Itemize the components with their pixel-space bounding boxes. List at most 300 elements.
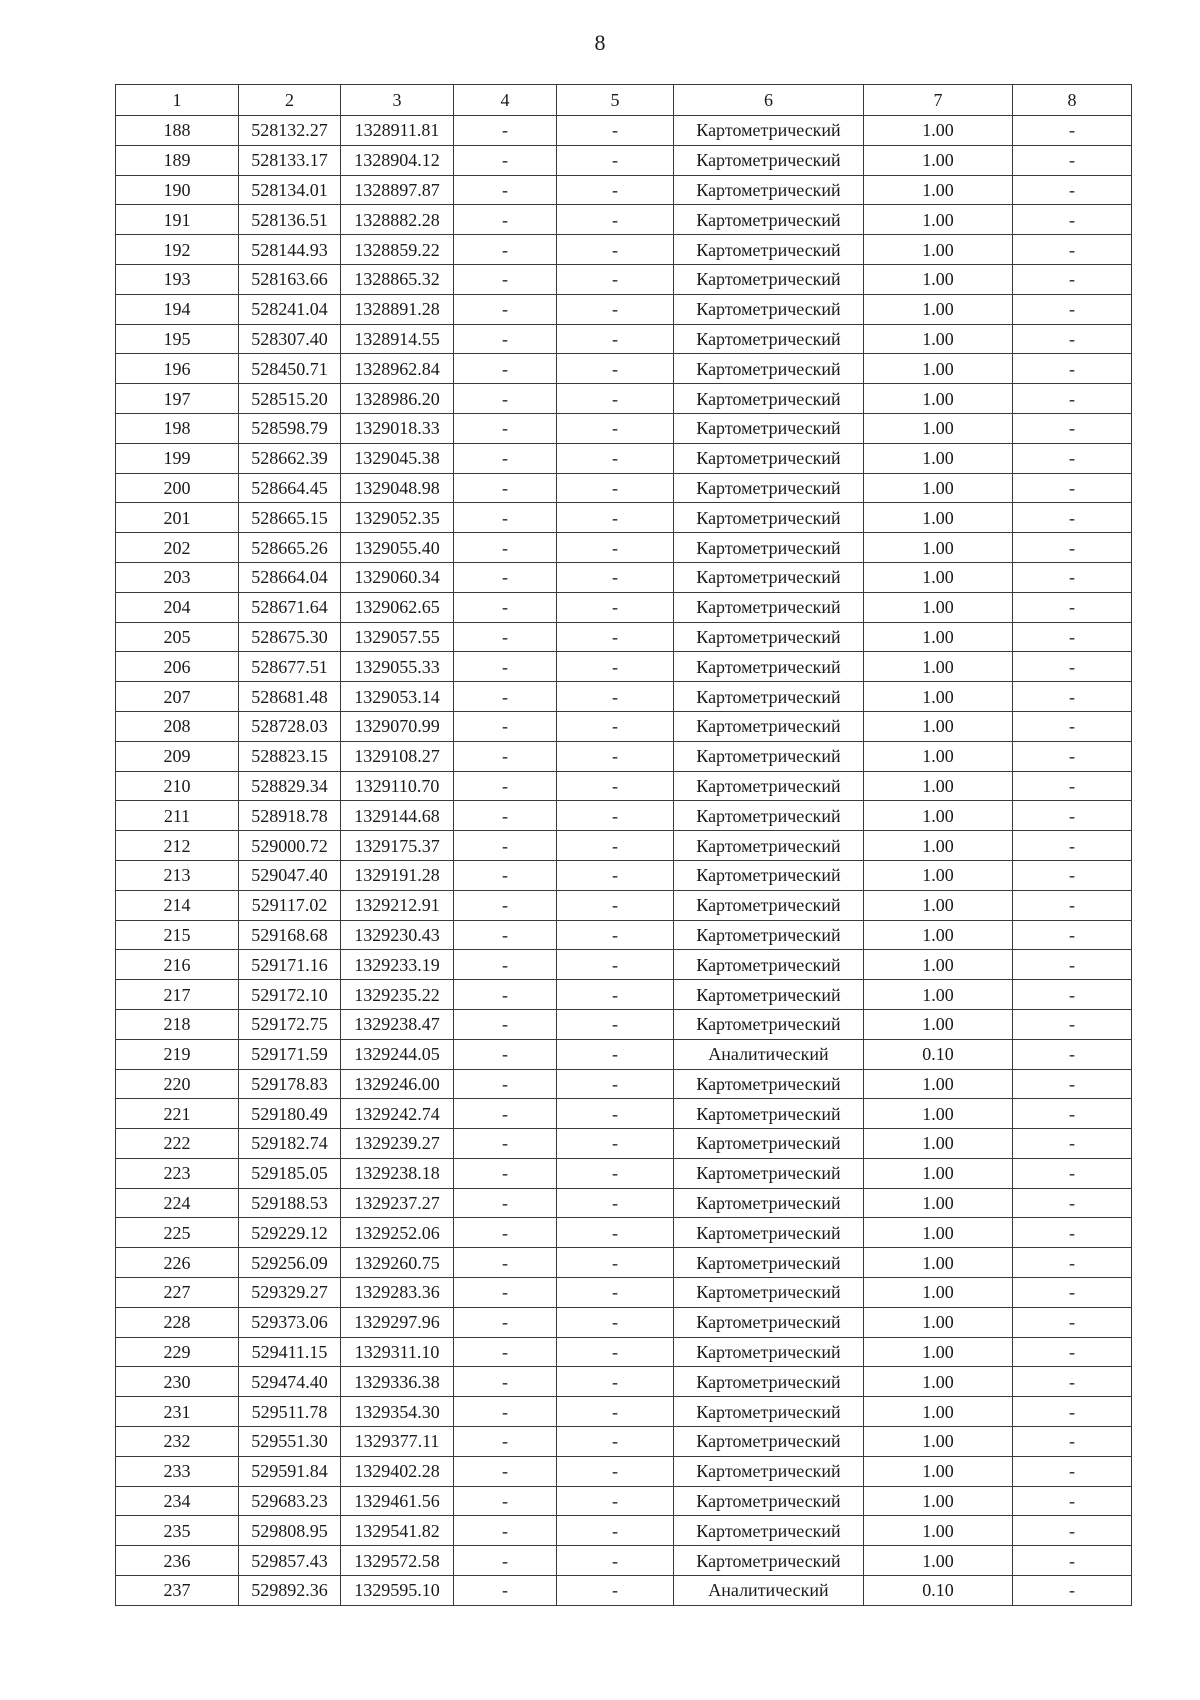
col8-cell: -: [1013, 205, 1132, 235]
table-row: [116, 116, 1132, 146]
col4-cell: -: [454, 950, 557, 980]
table-row: [116, 413, 1132, 443]
method-cell: Картометрический: [674, 771, 864, 801]
table-row: [116, 592, 1132, 622]
point-number-cell: 232: [116, 1427, 239, 1457]
y-coordinate-cell: 1329045.38: [341, 443, 454, 473]
point-number-cell: 206: [116, 652, 239, 682]
col5-cell: -: [557, 413, 674, 443]
col4-cell: -: [454, 354, 557, 384]
y-coordinate-cell: 1329235.22: [341, 980, 454, 1010]
x-coordinate-cell: 528144.93: [239, 235, 341, 265]
x-coordinate-cell: 529178.83: [239, 1069, 341, 1099]
x-coordinate-cell: 529180.49: [239, 1099, 341, 1129]
column-header: 4: [454, 85, 557, 116]
col5-cell: -: [557, 1546, 674, 1576]
col4-cell: -: [454, 533, 557, 563]
method-cell: Картометрический: [674, 1278, 864, 1308]
accuracy-cell: 1.00: [864, 1099, 1013, 1129]
x-coordinate-cell: 528307.40: [239, 324, 341, 354]
accuracy-cell: 1.00: [864, 682, 1013, 712]
point-number-cell: 197: [116, 384, 239, 414]
table-row: [116, 1129, 1132, 1159]
accuracy-cell: 1.00: [864, 622, 1013, 652]
accuracy-cell: 1.00: [864, 741, 1013, 771]
col4-cell: -: [454, 1576, 557, 1606]
col5-cell: -: [557, 145, 674, 175]
table-row: [116, 235, 1132, 265]
point-number-cell: 189: [116, 145, 239, 175]
col5-cell: -: [557, 294, 674, 324]
col5-cell: -: [557, 1486, 674, 1516]
x-coordinate-cell: 528728.03: [239, 711, 341, 741]
accuracy-cell: 1.00: [864, 1188, 1013, 1218]
accuracy-cell: 1.00: [864, 1337, 1013, 1367]
col5-cell: -: [557, 1009, 674, 1039]
col4-cell: -: [454, 443, 557, 473]
point-number-cell: 225: [116, 1218, 239, 1248]
table-row: [116, 950, 1132, 980]
point-number-cell: 200: [116, 473, 239, 503]
point-number-cell: 215: [116, 920, 239, 950]
table-row: [116, 264, 1132, 294]
col4-cell: -: [454, 1456, 557, 1486]
col5-cell: -: [557, 622, 674, 652]
col4-cell: -: [454, 1397, 557, 1427]
y-coordinate-cell: 1328962.84: [341, 354, 454, 384]
method-cell: Картометрический: [674, 1188, 864, 1218]
method-cell: Картометрический: [674, 1218, 864, 1248]
accuracy-cell: 1.00: [864, 1069, 1013, 1099]
col8-cell: -: [1013, 950, 1132, 980]
table-row: [116, 473, 1132, 503]
accuracy-cell: 1.00: [864, 711, 1013, 741]
method-cell: Картометрический: [674, 711, 864, 741]
point-number-cell: 218: [116, 1009, 239, 1039]
method-cell: Картометрический: [674, 1456, 864, 1486]
col8-cell: -: [1013, 1367, 1132, 1397]
col8-cell: -: [1013, 235, 1132, 265]
table-row: [116, 652, 1132, 682]
y-coordinate-cell: 1328904.12: [341, 145, 454, 175]
point-number-cell: 188: [116, 116, 239, 146]
col4-cell: -: [454, 1158, 557, 1188]
x-coordinate-cell: 529256.09: [239, 1248, 341, 1278]
table-row: [116, 1427, 1132, 1457]
col5-cell: -: [557, 562, 674, 592]
method-cell: Картометрический: [674, 801, 864, 831]
method-cell: Картометрический: [674, 741, 864, 771]
col4-cell: -: [454, 711, 557, 741]
y-coordinate-cell: 1329018.33: [341, 413, 454, 443]
accuracy-cell: 1.00: [864, 890, 1013, 920]
y-coordinate-cell: 1329230.43: [341, 920, 454, 950]
x-coordinate-cell: 528450.71: [239, 354, 341, 384]
table-row: [116, 1367, 1132, 1397]
col5-cell: -: [557, 1039, 674, 1069]
col8-cell: -: [1013, 801, 1132, 831]
x-coordinate-cell: 529329.27: [239, 1278, 341, 1308]
col8-cell: -: [1013, 1158, 1132, 1188]
table-row: [116, 622, 1132, 652]
col5-cell: -: [557, 1129, 674, 1159]
method-cell: Картометрический: [674, 264, 864, 294]
y-coordinate-cell: 1328914.55: [341, 324, 454, 354]
point-number-cell: 214: [116, 890, 239, 920]
col5-cell: -: [557, 652, 674, 682]
table-row: [116, 1158, 1132, 1188]
method-cell: Картометрический: [674, 860, 864, 890]
col8-cell: -: [1013, 1188, 1132, 1218]
accuracy-cell: 1.00: [864, 294, 1013, 324]
method-cell: Картометрический: [674, 503, 864, 533]
table-row: [116, 980, 1132, 1010]
method-cell: Картометрический: [674, 562, 864, 592]
accuracy-cell: 0.10: [864, 1576, 1013, 1606]
col5-cell: -: [557, 324, 674, 354]
x-coordinate-cell: 528241.04: [239, 294, 341, 324]
table-row: [116, 443, 1132, 473]
col8-cell: -: [1013, 1069, 1132, 1099]
col5-cell: -: [557, 1367, 674, 1397]
method-cell: Картометрический: [674, 413, 864, 443]
col5-cell: -: [557, 175, 674, 205]
accuracy-cell: 1.00: [864, 354, 1013, 384]
accuracy-cell: 1.00: [864, 920, 1013, 950]
col4-cell: -: [454, 145, 557, 175]
y-coordinate-cell: 1328859.22: [341, 235, 454, 265]
y-coordinate-cell: 1329572.58: [341, 1546, 454, 1576]
y-coordinate-cell: 1329252.06: [341, 1218, 454, 1248]
x-coordinate-cell: 529171.16: [239, 950, 341, 980]
table-row: [116, 205, 1132, 235]
table-row: [116, 1516, 1132, 1546]
x-coordinate-cell: 529591.84: [239, 1456, 341, 1486]
accuracy-cell: 1.00: [864, 473, 1013, 503]
point-number-cell: 209: [116, 741, 239, 771]
accuracy-cell: 1.00: [864, 413, 1013, 443]
column-header: 3: [341, 85, 454, 116]
point-number-cell: 199: [116, 443, 239, 473]
col5-cell: -: [557, 1099, 674, 1129]
x-coordinate-cell: 528671.64: [239, 592, 341, 622]
point-number-cell: 205: [116, 622, 239, 652]
accuracy-cell: 1.00: [864, 1397, 1013, 1427]
table-row: [116, 1456, 1132, 1486]
x-coordinate-cell: 529229.12: [239, 1218, 341, 1248]
table-row: [116, 1307, 1132, 1337]
method-cell: Картометрический: [674, 890, 864, 920]
col4-cell: -: [454, 503, 557, 533]
col8-cell: -: [1013, 741, 1132, 771]
col8-cell: -: [1013, 890, 1132, 920]
method-cell: Картометрический: [674, 145, 864, 175]
col8-cell: -: [1013, 592, 1132, 622]
col4-cell: -: [454, 1516, 557, 1546]
method-cell: Картометрический: [674, 1307, 864, 1337]
col5-cell: -: [557, 1456, 674, 1486]
accuracy-cell: 1.00: [864, 116, 1013, 146]
table-row: [116, 890, 1132, 920]
table-row: [116, 562, 1132, 592]
method-cell: Картометрический: [674, 443, 864, 473]
col5-cell: -: [557, 235, 674, 265]
col4-cell: -: [454, 473, 557, 503]
table-row: [116, 175, 1132, 205]
x-coordinate-cell: 529000.72: [239, 831, 341, 861]
point-number-cell: 204: [116, 592, 239, 622]
y-coordinate-cell: 1329595.10: [341, 1576, 454, 1606]
x-coordinate-cell: 528665.15: [239, 503, 341, 533]
col5-cell: -: [557, 384, 674, 414]
x-coordinate-cell: 528665.26: [239, 533, 341, 563]
x-coordinate-cell: 529411.15: [239, 1337, 341, 1367]
method-cell: Картометрический: [674, 1367, 864, 1397]
col8-cell: -: [1013, 771, 1132, 801]
col4-cell: -: [454, 1337, 557, 1367]
col4-cell: -: [454, 1188, 557, 1218]
point-number-cell: 208: [116, 711, 239, 741]
table-row: [116, 294, 1132, 324]
x-coordinate-cell: 528664.04: [239, 562, 341, 592]
table-row: [116, 1188, 1132, 1218]
column-header: 1: [116, 85, 239, 116]
x-coordinate-cell: 529892.36: [239, 1576, 341, 1606]
method-cell: Аналитический: [674, 1039, 864, 1069]
method-cell: Картометрический: [674, 831, 864, 861]
table-body: [116, 116, 1132, 1606]
y-coordinate-cell: 1329055.33: [341, 652, 454, 682]
col8-cell: -: [1013, 473, 1132, 503]
col8-cell: -: [1013, 831, 1132, 861]
y-coordinate-cell: 1329233.19: [341, 950, 454, 980]
column-header: 7: [864, 85, 1013, 116]
col4-cell: -: [454, 205, 557, 235]
table-row: [116, 1248, 1132, 1278]
y-coordinate-cell: 1329244.05: [341, 1039, 454, 1069]
y-coordinate-cell: 1329110.70: [341, 771, 454, 801]
col4-cell: -: [454, 1039, 557, 1069]
x-coordinate-cell: 529185.05: [239, 1158, 341, 1188]
table-row: [116, 801, 1132, 831]
col4-cell: -: [454, 1248, 557, 1278]
table-row: [116, 384, 1132, 414]
table-row: [116, 1397, 1132, 1427]
table-row: [116, 145, 1132, 175]
col8-cell: -: [1013, 503, 1132, 533]
col4-cell: -: [454, 1546, 557, 1576]
col5-cell: -: [557, 1188, 674, 1218]
accuracy-cell: 1.00: [864, 801, 1013, 831]
col4-cell: -: [454, 1278, 557, 1308]
x-coordinate-cell: 528515.20: [239, 384, 341, 414]
col5-cell: -: [557, 533, 674, 563]
method-cell: Картометрический: [674, 116, 864, 146]
col5-cell: -: [557, 1307, 674, 1337]
y-coordinate-cell: 1329311.10: [341, 1337, 454, 1367]
point-number-cell: 210: [116, 771, 239, 801]
col8-cell: -: [1013, 294, 1132, 324]
col8-cell: -: [1013, 533, 1132, 563]
table-row: [116, 533, 1132, 563]
accuracy-cell: 1.00: [864, 1158, 1013, 1188]
point-number-cell: 195: [116, 324, 239, 354]
accuracy-cell: 1.00: [864, 1307, 1013, 1337]
col5-cell: -: [557, 711, 674, 741]
col4-cell: -: [454, 1009, 557, 1039]
col5-cell: -: [557, 503, 674, 533]
accuracy-cell: 1.00: [864, 562, 1013, 592]
col8-cell: -: [1013, 384, 1132, 414]
accuracy-cell: 0.10: [864, 1039, 1013, 1069]
point-number-cell: 203: [116, 562, 239, 592]
col4-cell: -: [454, 1218, 557, 1248]
point-number-cell: 222: [116, 1129, 239, 1159]
method-cell: Картометрический: [674, 533, 864, 563]
y-coordinate-cell: 1329377.11: [341, 1427, 454, 1457]
accuracy-cell: 1.00: [864, 950, 1013, 980]
x-coordinate-cell: 528136.51: [239, 205, 341, 235]
point-number-cell: 230: [116, 1367, 239, 1397]
y-coordinate-cell: 1329057.55: [341, 622, 454, 652]
point-number-cell: 220: [116, 1069, 239, 1099]
x-coordinate-cell: 529182.74: [239, 1129, 341, 1159]
method-cell: Картометрический: [674, 1546, 864, 1576]
point-number-cell: 196: [116, 354, 239, 384]
col4-cell: -: [454, 890, 557, 920]
table-row: [116, 771, 1132, 801]
table-row: [116, 1039, 1132, 1069]
col5-cell: -: [557, 1576, 674, 1606]
method-cell: Аналитический: [674, 1576, 864, 1606]
col4-cell: -: [454, 652, 557, 682]
point-number-cell: 235: [116, 1516, 239, 1546]
table-row: [116, 1069, 1132, 1099]
col8-cell: -: [1013, 622, 1132, 652]
col5-cell: -: [557, 264, 674, 294]
col4-cell: -: [454, 920, 557, 950]
col8-cell: -: [1013, 1248, 1132, 1278]
y-coordinate-cell: 1328911.81: [341, 116, 454, 146]
col8-cell: -: [1013, 354, 1132, 384]
point-number-cell: 193: [116, 264, 239, 294]
y-coordinate-cell: 1329060.34: [341, 562, 454, 592]
point-number-cell: 217: [116, 980, 239, 1010]
col8-cell: -: [1013, 980, 1132, 1010]
method-cell: Картометрический: [674, 622, 864, 652]
col8-cell: -: [1013, 860, 1132, 890]
col8-cell: -: [1013, 1576, 1132, 1606]
y-coordinate-cell: 1329238.18: [341, 1158, 454, 1188]
method-cell: Картометрический: [674, 920, 864, 950]
col5-cell: -: [557, 950, 674, 980]
y-coordinate-cell: 1329336.38: [341, 1367, 454, 1397]
point-number-cell: 231: [116, 1397, 239, 1427]
method-cell: Картометрический: [674, 1158, 864, 1188]
accuracy-cell: 1.00: [864, 235, 1013, 265]
accuracy-cell: 1.00: [864, 175, 1013, 205]
y-coordinate-cell: 1328891.28: [341, 294, 454, 324]
method-cell: Картометрический: [674, 1009, 864, 1039]
col5-cell: -: [557, 980, 674, 1010]
point-number-cell: 236: [116, 1546, 239, 1576]
accuracy-cell: 1.00: [864, 1516, 1013, 1546]
accuracy-cell: 1.00: [864, 980, 1013, 1010]
col4-cell: -: [454, 1129, 557, 1159]
x-coordinate-cell: 528662.39: [239, 443, 341, 473]
method-cell: Картометрический: [674, 1516, 864, 1546]
method-cell: Картометрический: [674, 235, 864, 265]
col4-cell: -: [454, 294, 557, 324]
table-row: [116, 682, 1132, 712]
accuracy-cell: 1.00: [864, 1486, 1013, 1516]
col5-cell: -: [557, 473, 674, 503]
point-number-cell: 219: [116, 1039, 239, 1069]
col8-cell: -: [1013, 1218, 1132, 1248]
y-coordinate-cell: 1329175.37: [341, 831, 454, 861]
col8-cell: -: [1013, 1337, 1132, 1367]
col8-cell: -: [1013, 1427, 1132, 1457]
col5-cell: -: [557, 831, 674, 861]
table-row: [116, 324, 1132, 354]
coordinates-table: [115, 84, 1132, 1606]
y-coordinate-cell: 1329260.75: [341, 1248, 454, 1278]
method-cell: Картометрический: [674, 950, 864, 980]
col8-cell: -: [1013, 1456, 1132, 1486]
col5-cell: -: [557, 1248, 674, 1278]
method-cell: Картометрический: [674, 592, 864, 622]
accuracy-cell: 1.00: [864, 592, 1013, 622]
y-coordinate-cell: 1329062.65: [341, 592, 454, 622]
y-coordinate-cell: 1329354.30: [341, 1397, 454, 1427]
point-number-cell: 198: [116, 413, 239, 443]
col5-cell: -: [557, 1158, 674, 1188]
col5-cell: -: [557, 1397, 674, 1427]
point-number-cell: 229: [116, 1337, 239, 1367]
method-cell: Картометрический: [674, 1486, 864, 1516]
x-coordinate-cell: 529117.02: [239, 890, 341, 920]
method-cell: Картометрический: [674, 682, 864, 712]
table-row: [116, 1546, 1132, 1576]
table-row: [116, 920, 1132, 950]
point-number-cell: 212: [116, 831, 239, 861]
col5-cell: -: [557, 354, 674, 384]
col5-cell: -: [557, 205, 674, 235]
y-coordinate-cell: 1328897.87: [341, 175, 454, 205]
accuracy-cell: 1.00: [864, 1009, 1013, 1039]
accuracy-cell: 1.00: [864, 1367, 1013, 1397]
col4-cell: -: [454, 771, 557, 801]
method-cell: Картометрический: [674, 1397, 864, 1427]
table-row: [116, 1278, 1132, 1308]
method-cell: Картометрический: [674, 1427, 864, 1457]
accuracy-cell: 1.00: [864, 503, 1013, 533]
col5-cell: -: [557, 741, 674, 771]
y-coordinate-cell: 1329246.00: [341, 1069, 454, 1099]
accuracy-cell: 1.00: [864, 324, 1013, 354]
point-number-cell: 223: [116, 1158, 239, 1188]
method-cell: Картометрический: [674, 1248, 864, 1278]
y-coordinate-cell: 1329144.68: [341, 801, 454, 831]
col8-cell: -: [1013, 116, 1132, 146]
col8-cell: -: [1013, 1009, 1132, 1039]
point-number-cell: 221: [116, 1099, 239, 1129]
accuracy-cell: 1.00: [864, 1427, 1013, 1457]
y-coordinate-cell: 1329283.36: [341, 1278, 454, 1308]
col5-cell: -: [557, 1069, 674, 1099]
col8-cell: -: [1013, 1278, 1132, 1308]
col4-cell: -: [454, 741, 557, 771]
